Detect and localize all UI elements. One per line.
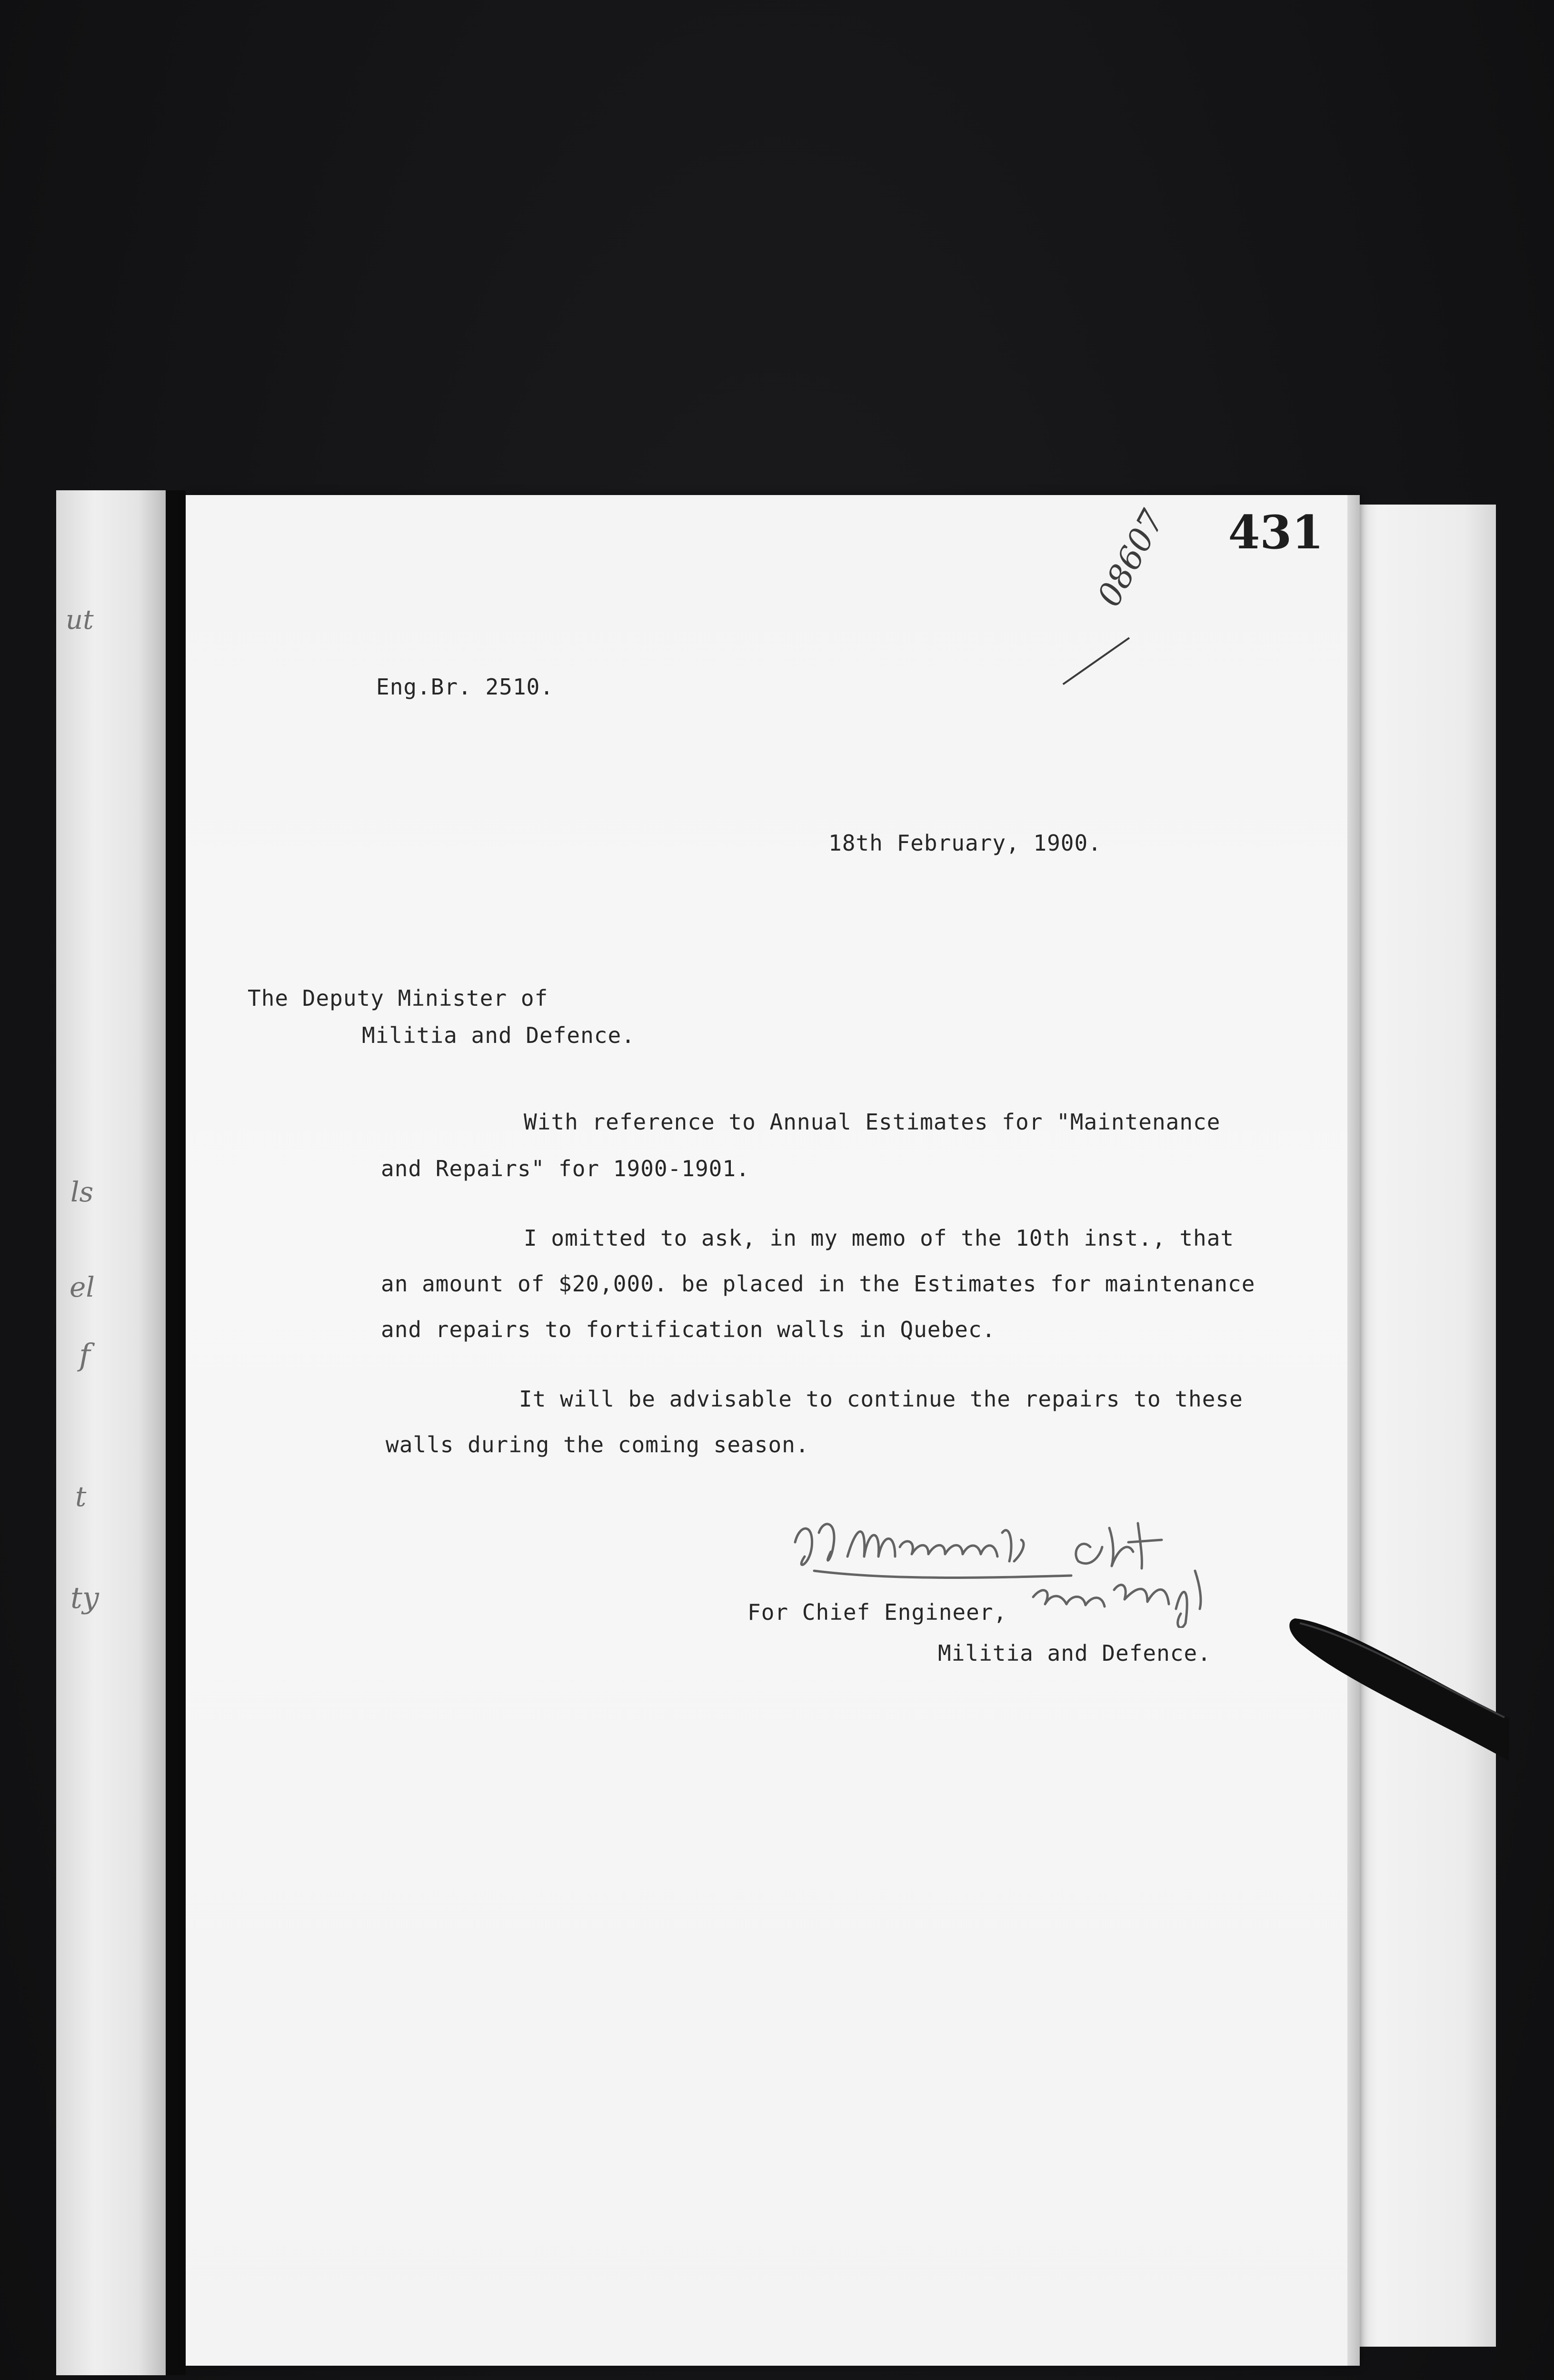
- file-reference: Eng.Br. 2510.: [376, 674, 554, 700]
- margin-mark: ls: [70, 1176, 94, 1208]
- recipient-line: Militia and Defence.: [362, 1022, 635, 1048]
- closing-line: Militia and Defence.: [938, 1640, 1211, 1666]
- margin-mark: f: [79, 1338, 90, 1373]
- right-adjacent-page: [1339, 505, 1496, 2347]
- page-edge: [1347, 495, 1360, 2366]
- paragraph-line: and repairs to fortification walls in Quebec.: [381, 1317, 996, 1342]
- pointer-blade: [1285, 1609, 1509, 1790]
- letter-date: 18th February, 1900.: [828, 830, 1102, 856]
- paragraph-line: I omitted to ask, in my memo of the 10th inst., that: [524, 1225, 1235, 1251]
- margin-mark: ut: [66, 605, 94, 635]
- margin-mark: t: [75, 1480, 87, 1513]
- paragraph-line: With reference to Annual Estimates for "Maintenance: [524, 1109, 1221, 1135]
- letter-page: [186, 495, 1357, 2366]
- paragraph-line: It will be advisable to continue the repairs to these: [519, 1386, 1243, 1412]
- binding-gap: [166, 490, 186, 2375]
- paragraph-line: walls during the coming season.: [386, 1432, 809, 1458]
- closing-line: For Chief Engineer,: [747, 1599, 1007, 1625]
- paragraph-line: and Repairs" for 1900-1901.: [381, 1156, 750, 1181]
- recipient-line: The Deputy Minister of: [248, 985, 548, 1011]
- margin-mark: ty: [70, 1580, 99, 1615]
- paragraph-line: an amount of $20,000. be placed in the Estimates for maintenance: [381, 1271, 1255, 1297]
- reference-stamp: 08607: [1090, 504, 1172, 613]
- reference-stroke: [1063, 637, 1130, 685]
- page-number: 431: [1228, 506, 1324, 559]
- left-adjacent-page: [56, 490, 166, 2375]
- margin-mark: el: [70, 1271, 95, 1303]
